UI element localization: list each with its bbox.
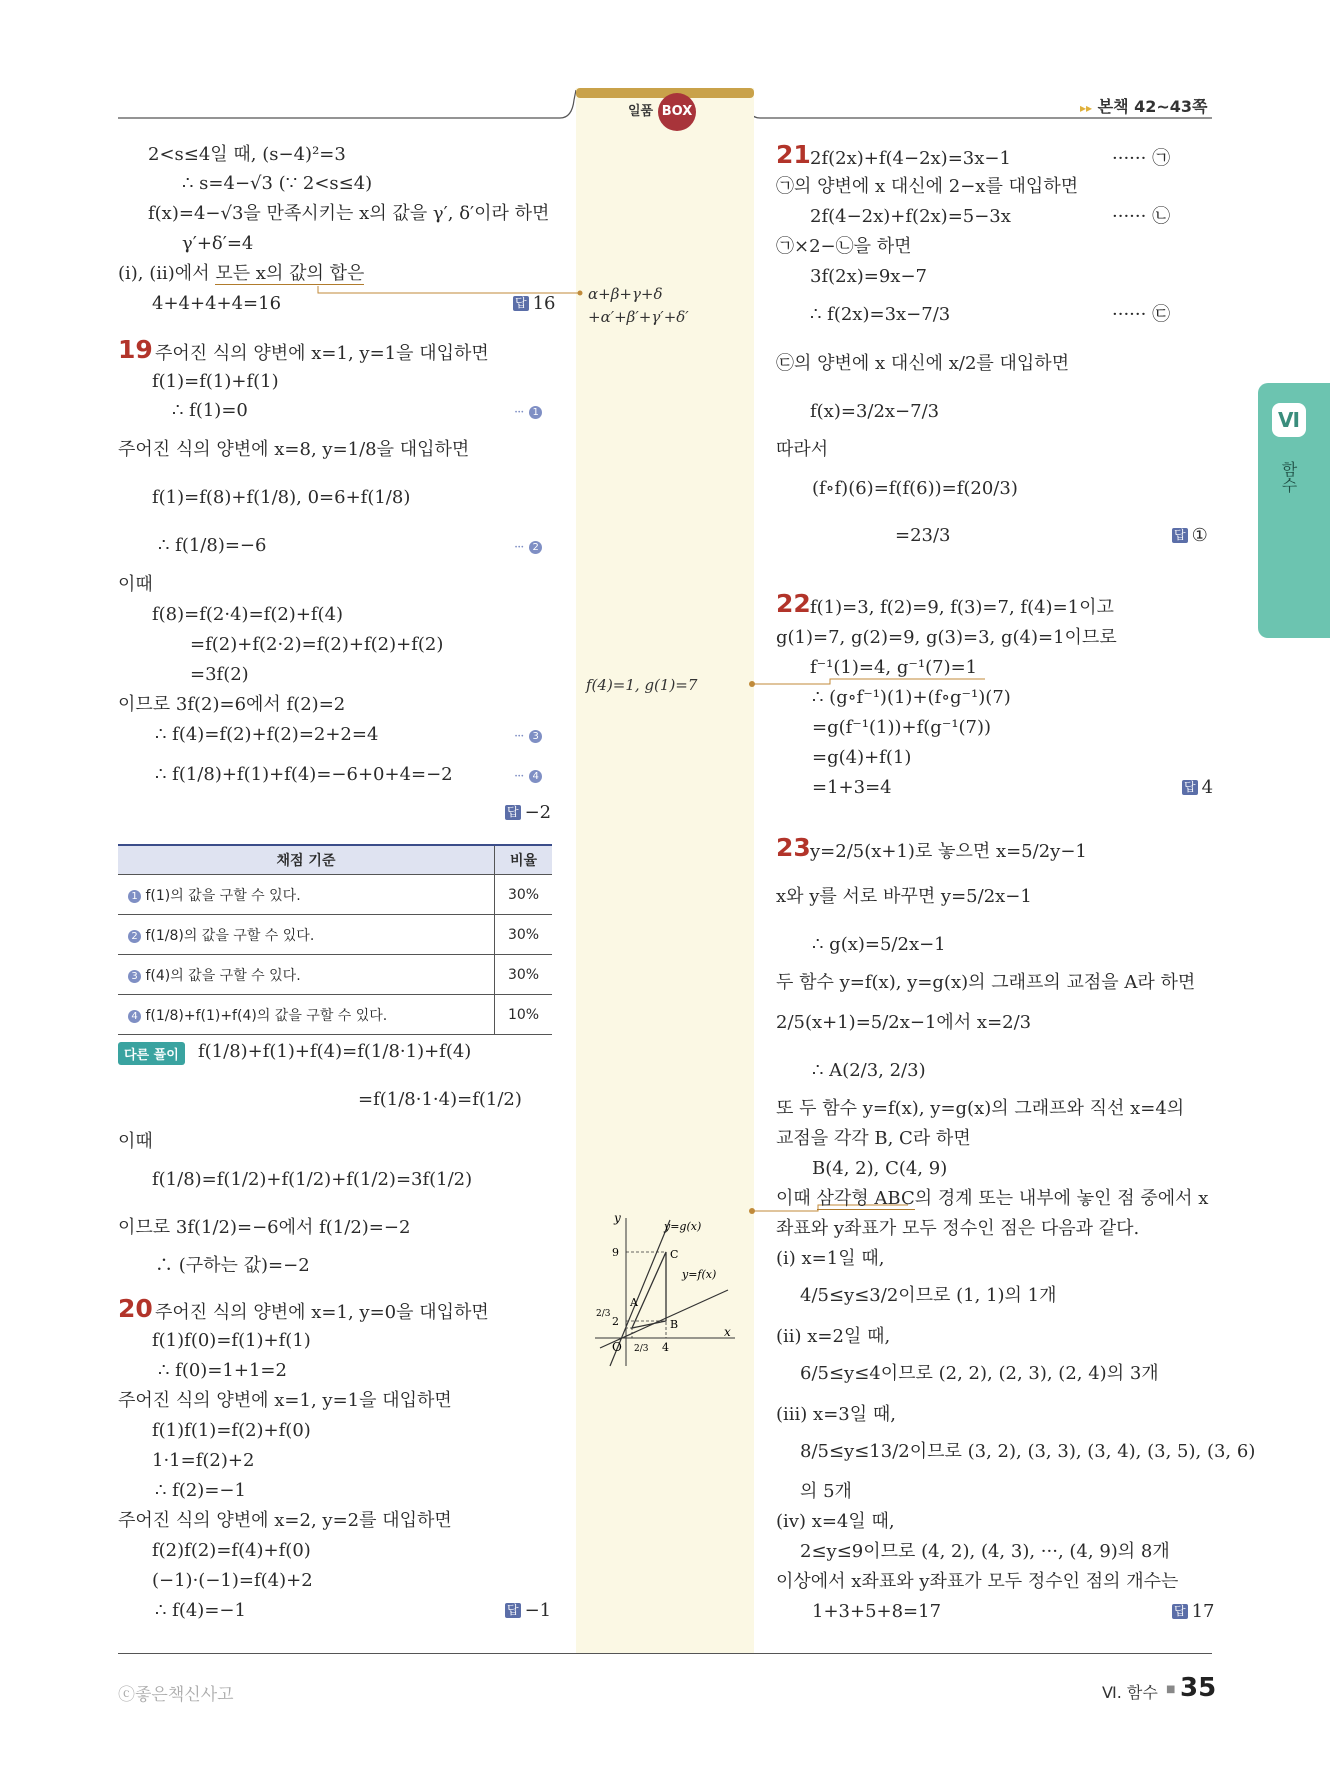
chapter-label: 함수 [1279, 461, 1298, 493]
text-line: f(1/8)=f(1/2)+f(1/2)+f(1/2)=3f(1/2) [152, 1169, 473, 1190]
text-line: f(8)=f(2·4)=f(2)+f(4) [152, 604, 344, 625]
text-line: 이때 삼각형 ABC의 경계 또는 내부에 놓인 점 중에서 x [776, 1188, 1209, 1209]
graph-figure [590, 1208, 740, 1368]
answer-mark: 답 −1 [507, 1600, 552, 1621]
box-badge: BOX [658, 93, 696, 131]
text-line: 3f(2x)=9x−7 [810, 266, 927, 287]
grading-header-criteria: 채점 기준 [118, 845, 495, 875]
text-line: =1+3=4 [812, 777, 892, 798]
copyright: ⓒ좋은책신사고 [118, 1685, 234, 1705]
f-graph-label: y=f(x) [682, 1268, 717, 1281]
tick-2: 2 [612, 1315, 619, 1328]
text-line: 따라서 [776, 439, 829, 460]
problem-21: 21 [776, 140, 811, 169]
page-number: 35 [1180, 1673, 1217, 1703]
text-line: 주어진 식의 양변에 x=1, y=0을 대입하면 [155, 1302, 489, 1323]
equation-tag: ······ ㉠ [1112, 148, 1171, 169]
text-line: 2/5(x+1)=5/2x−1에서 x=2/3 [776, 1012, 1032, 1033]
text-line: =f(2)+f(2·2)=f(2)+f(2)+f(2) [190, 634, 444, 655]
text-line: 이므로 3f(1/2)=−6에서 f(1/2)=−2 [118, 1217, 411, 1238]
box-prefix: 일품 [628, 104, 654, 119]
origin-label: O [612, 1340, 622, 1354]
text-line: ∴ f(2)=−1 [155, 1480, 246, 1501]
text-line: f(1/8)+f(1)+f(4)=f(1/8·1)+f(4) [198, 1041, 472, 1062]
text-line: 이때 [118, 574, 153, 595]
text-line: B(4, 2), C(4, 9) [812, 1158, 948, 1179]
text-line: 또 두 함수 y=f(x), y=g(x)의 그래프와 직선 x=4의 [776, 1098, 1185, 1119]
text-line: =g(f⁻¹(1))+f(g⁻¹(7)) [812, 717, 992, 738]
table-row: 4 f(1/8)+f(1)+f(4)의 값을 구할 수 있다. 10% [118, 995, 552, 1035]
text-line: (f∘f)(6)=f(f(6))=f(20/3) [812, 478, 1018, 499]
problem-20: 20 [118, 1294, 153, 1323]
text-line: f(1)=f(1)+f(1) [152, 371, 279, 392]
text-line: 2≤y≤9이므로 (4, 2), (4, 3), ···, (4, 9)의 8개 [800, 1541, 1170, 1562]
problem-19: 19 [118, 335, 153, 364]
text-line: 주어진 식의 양변에 x=1, y=1을 대입하면 [155, 343, 489, 364]
point-a-label: A [630, 1296, 638, 1309]
text-line: 두 함수 y=f(x), y=g(x)의 그래프의 교점을 A라 하면 [776, 972, 1196, 993]
answer-mark: 답 4 [1184, 777, 1214, 798]
answer-mark: 답 −2 [507, 802, 552, 823]
text-line: f(2)f(2)=f(4)+f(0) [152, 1540, 311, 1561]
triangle-abc [632, 1252, 666, 1328]
text-line: 4+4+4+4=16 [152, 293, 282, 314]
underlined-phrase: 삼각형 ABC [816, 1188, 915, 1209]
text-line: 교점을 각각 B, C라 하면 [776, 1128, 971, 1149]
footer-chapter: Ⅵ. 함수 [1102, 1683, 1158, 1702]
text-line: ∴ f(2x)=3x−7/3 [810, 304, 951, 325]
equation-tag: ······ ㉡ [1112, 206, 1171, 227]
text-line: (ⅰ) x=1일 때, [776, 1248, 885, 1269]
text-line: γ′+δ′=4 [182, 233, 254, 254]
page-reference: ▸▸ 본책 42~43쪽 [1080, 97, 1208, 116]
text-line: 이때 [118, 1131, 153, 1152]
y-axis-label: y [614, 1211, 621, 1225]
text-line: 1·1=f(2)+2 [152, 1450, 255, 1471]
text-line: ∴ (구하는 값)=−2 [155, 1255, 310, 1276]
answer-mark: 답 16 [515, 293, 556, 314]
text-line: =f(1/8·1·4)=f(1/2) [358, 1089, 522, 1110]
text-line: 1+3+5+8=17 [812, 1601, 942, 1622]
text-line: ∴ A(2/3, 2/3) [812, 1060, 926, 1081]
text-line: f(1)=f(8)+f(1/8), 0=6+f(1/8) [152, 487, 411, 508]
text-line: ㉢의 양변에 x 대신에 x/2를 대입하면 [776, 353, 1070, 374]
text-line: (ⅰ), (ⅱ)에서 모든 x의 값의 합은 [118, 263, 365, 284]
text-line: ㉠의 양변에 x 대신에 2−x를 대입하면 [776, 176, 1079, 197]
step-marker-4: ··· 4 [514, 763, 542, 789]
table-row: 3 f(4)의 값을 구할 수 있다. 30% [118, 955, 552, 995]
text-line: 2f(2x)+f(4−2x)=3x−1 [810, 148, 1011, 169]
problem-23: 23 [776, 833, 811, 862]
text-line: 주어진 식의 양변에 x=1, y=1을 대입하면 [118, 1390, 452, 1411]
text-line: g(1)=7, g(2)=9, g(3)=3, g(4)=1이므로 [776, 627, 1117, 648]
text-line: 주어진 식의 양변에 x=2, y=2를 대입하면 [118, 1510, 452, 1531]
text-line: 이므로 3f(2)=6에서 f(2)=2 [118, 694, 346, 715]
tick-4: 4 [662, 1341, 669, 1354]
table-row: 2 f(1/8)의 값을 구할 수 있다. 30% [118, 915, 552, 955]
text-line: y=2/5(x+1)로 놓으면 x=5/2y−1 [810, 841, 1087, 862]
grading-header-ratio: 비율 [495, 845, 553, 875]
text-line: 2f(4−2x)+f(2x)=5−3x [810, 206, 1011, 227]
table-row: 1 f(1)의 값을 구할 수 있다. 30% [118, 875, 552, 915]
tick-9: 9 [612, 1246, 619, 1259]
text-line: 이상에서 x좌표와 y좌표가 모두 정수인 점의 개수는 [776, 1571, 1179, 1592]
answer-mark: 답 ① [1174, 525, 1208, 546]
step-marker-2: ··· 2 [514, 534, 542, 560]
point-b-label: B [670, 1318, 679, 1331]
margin-note-values: f(4)=1, g(1)=7 [586, 676, 698, 694]
text-line: ∴ f(4)=−1 [155, 1600, 246, 1621]
text-line: (−1)·(−1)=f(4)+2 [152, 1570, 313, 1591]
footer-separator: ■ [1166, 1684, 1176, 1695]
chapter-roman: Ⅵ [1272, 403, 1306, 437]
underlined-phrase: 모든 x의 값의 합은 [215, 263, 365, 284]
text-line: (ⅱ) x=2일 때, [776, 1326, 891, 1347]
text-line: f(x)=3/2x−7/3 [810, 401, 940, 422]
text-line: =23/3 [895, 525, 951, 546]
tick-two-thirds-y: 2/3 [596, 1309, 611, 1319]
text-line: f(1)f(0)=f(1)+f(1) [152, 1330, 311, 1351]
text-line: 2<s≤4일 때, (s−4)²=3 [148, 144, 346, 165]
text-line: ∴ (g∘f⁻¹)(1)+(f∘g⁻¹)(7) [812, 687, 1011, 708]
text-line: x와 y를 서로 바꾸면 y=5/2x−1 [776, 886, 1032, 907]
text-line: ∴ s=4−√3 (∵ 2<s≤4) [182, 173, 373, 194]
text-line: 6/5≤y≤4이므로 (2, 2), (2, 3), (2, 4)의 3개 [800, 1363, 1159, 1384]
alternative-solution-label: 다른 풀이 [118, 1042, 185, 1065]
text-line: ∴ f(4)=f(2)+f(2)=2+2=4 [155, 724, 379, 745]
text-line: f(x)=4−√3을 만족시키는 x의 값을 γ′, δ′이라 하면 [148, 203, 550, 224]
footer-rule [118, 1653, 1212, 1654]
text-line: ㉠×2−㉡을 하면 [776, 236, 912, 257]
g-graph-label: y=g(x) [664, 1220, 702, 1233]
point-c-label: C [670, 1248, 679, 1261]
text-line: ∴ f(1/8)=−6 [158, 535, 267, 556]
text-line: f⁻¹(1)=4, g⁻¹(7)=1 [810, 657, 978, 678]
answer-mark: 답 17 [1174, 1601, 1215, 1622]
margin-note-sum: α+β+γ+δ [588, 285, 663, 303]
text-line: 의 5개 [800, 1481, 852, 1502]
text-line: f(1)f(1)=f(2)+f(0) [152, 1420, 311, 1441]
problem-22: 22 [776, 589, 811, 618]
text-line: (ⅳ) x=4일 때, [776, 1511, 895, 1532]
text-line: ∴ g(x)=5/2x−1 [812, 934, 946, 955]
text-line: f(1)=3, f(2)=9, f(3)=7, f(4)=1이고 [810, 597, 1114, 618]
margin-note-sum-2: +α′+β′+γ′+δ′ [588, 308, 689, 326]
x-axis-label: x [724, 1325, 731, 1339]
text-line: =g(4)+f(1) [812, 747, 912, 768]
text-line: ∴ f(1)=0 [172, 400, 248, 421]
text-line: (ⅲ) x=3일 때, [776, 1404, 896, 1425]
step-marker-3: ··· 3 [514, 723, 542, 749]
text-line: 좌표와 y좌표가 모두 정수인 점은 다음과 같다. [776, 1218, 1140, 1239]
step-marker-1: ··· 1 [514, 399, 542, 425]
text-line: 4/5≤y≤3/2이므로 (1, 1)의 1개 [800, 1285, 1057, 1306]
text-line: ∴ f(1/8)+f(1)+f(4)=−6+0+4=−2 [155, 764, 453, 785]
text-line: 주어진 식의 양변에 x=8, y=1/8을 대입하면 [118, 439, 470, 460]
tick-two-thirds-x: 2/3 [634, 1344, 649, 1354]
text-line: 8/5≤y≤13/2이므로 (3, 2), (3, 3), (3, 4), (3, 5), (3, 6) [800, 1441, 1256, 1462]
text-line: =3f(2) [190, 664, 249, 685]
equation-tag: ······ ㉢ [1112, 304, 1171, 325]
text-line: ∴ f(0)=1+1=2 [158, 1360, 287, 1381]
